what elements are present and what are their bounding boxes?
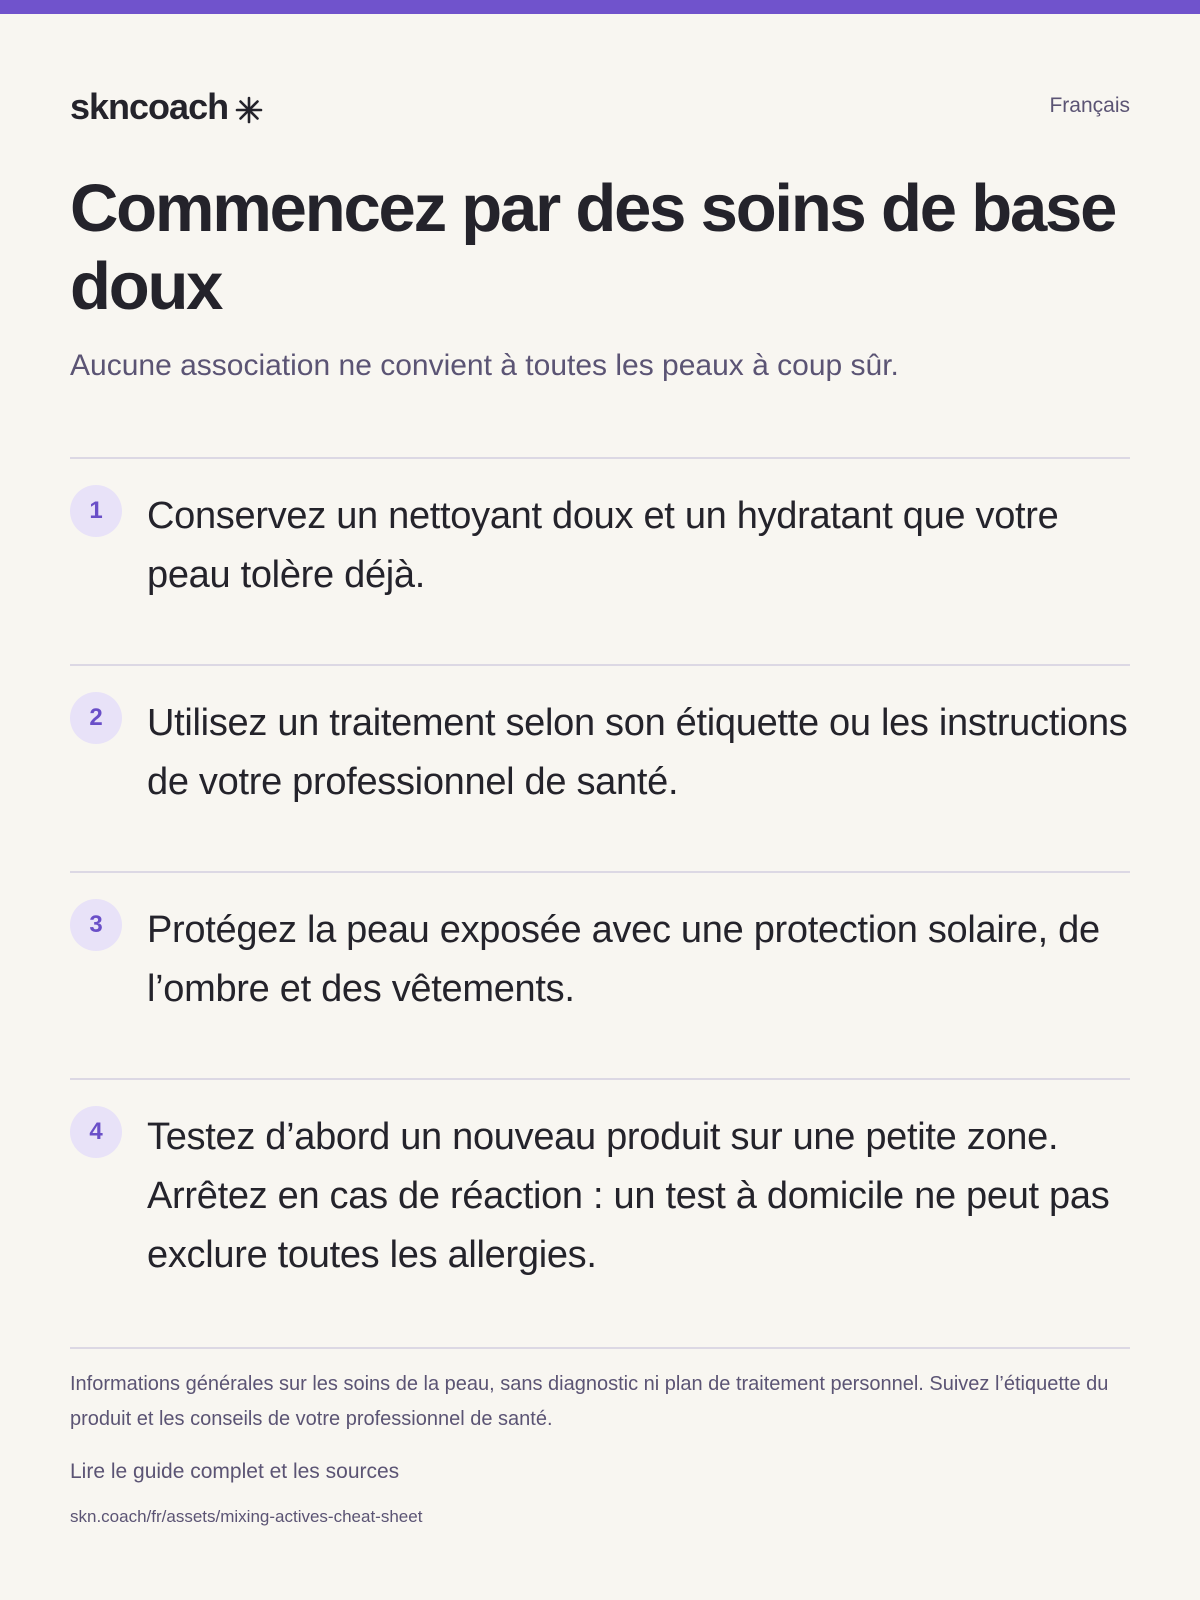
step-number-badge: 1	[70, 485, 122, 537]
step-item	[70, 871, 1130, 1010]
disclaimer-text: Informations générales sur les soins de la peau, sans diagnostic ni plan de traitement personnel. Suivez l’étiquette du produit et les conseils de votre professionnel de santé.	[70, 1373, 1109, 1430]
footer	[70, 1347, 1130, 1526]
step-item	[70, 1078, 1130, 1276]
top-accent-bar	[0, 0, 1200, 14]
step-number-badge: 4	[70, 1106, 122, 1158]
language-selector[interactable]: Français	[1049, 94, 1130, 117]
brand-name: skncoach	[70, 86, 229, 127]
step-item	[70, 457, 1130, 596]
step-text: Conservez un nettoyant doux et un hydratant que votre peau tolère déjà.	[147, 495, 1059, 596]
step-number-badge: 2	[70, 692, 122, 744]
header	[70, 84, 1130, 134]
step-text: Utilisez un traitement selon son étiquette ou les instructions de votre professionnel de santé.	[147, 702, 1128, 803]
source-url: skn.coach/fr/assets/mixing-actives-cheat-sheet	[70, 1507, 423, 1526]
brand-logo[interactable]	[70, 86, 264, 128]
asterisk-star-icon	[234, 92, 264, 122]
step-text: Testez d’abord un nouveau produit sur une petite zone. Arrêtez en cas de réaction : un test à domicile ne peut pas exclure toutes les allergies.	[147, 1116, 1110, 1276]
page-subtitle: Aucune association ne convient à toutes les peaux à coup sûr.	[70, 349, 899, 382]
full-guide-link[interactable]: Lire le guide complet et les sources	[70, 1460, 400, 1483]
page-title: Commencez par des soins de base doux	[70, 171, 1116, 324]
step-number-badge: 3	[70, 899, 122, 951]
step-text: Protégez la peau exposée avec une protection solaire, de l’ombre et des vêtements.	[147, 909, 1100, 1010]
step-item	[70, 664, 1130, 803]
